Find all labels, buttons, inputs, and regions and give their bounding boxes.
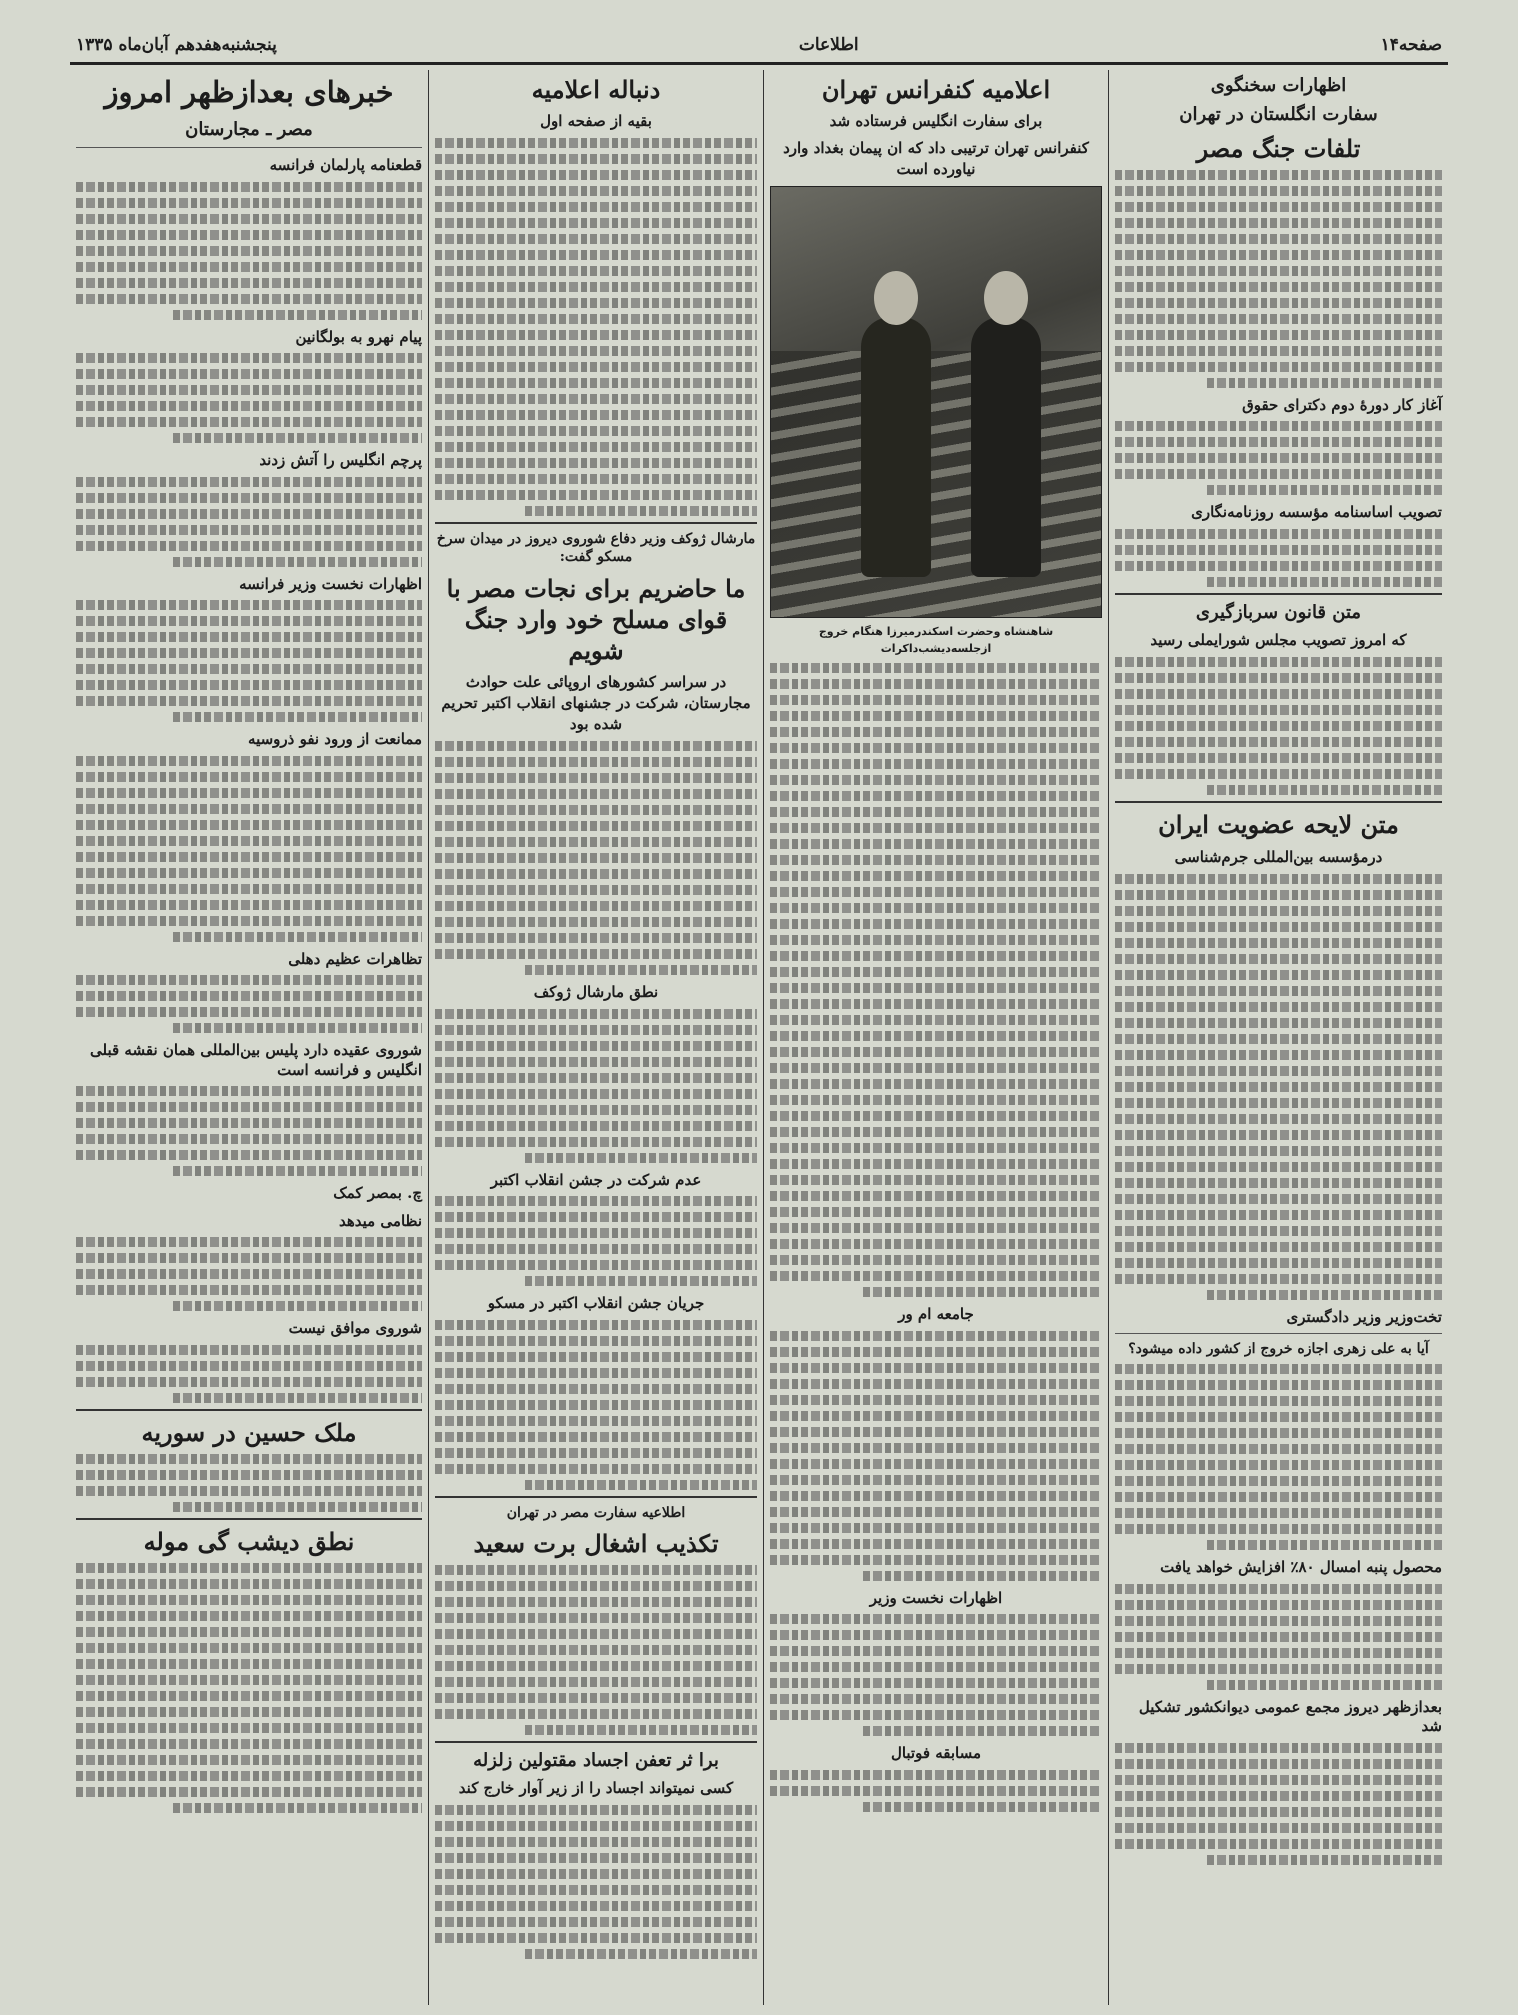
- column-1: [1108, 70, 1448, 2005]
- article-non-participation: [435, 1196, 757, 1286]
- section-law-doctorate: آغاز کار دورهٔ دوم دکترای حقوق: [1242, 395, 1442, 414]
- section-non-participation: عدم شرکت در جشن انقلاب اکتبر: [490, 1170, 702, 1189]
- section-football-match: مسابقه فوتبال: [890, 1744, 982, 1763]
- section-prime-minister-justice: تخت‌وزیر وزیر دادگستری: [1286, 1307, 1442, 1326]
- article-conference-statement: [770, 663, 1102, 1297]
- article-french-parliament: [76, 182, 422, 320]
- issue-date: پنجشنبه‌هفدهم آبان‌ماه ۱۳۳۵: [76, 35, 277, 55]
- section-supreme-court-assembly: بعدازظهر دیروز مجمع عمومی دیوانکشور تشکیل شد: [1138, 1697, 1442, 1736]
- columns: [70, 70, 1448, 2005]
- article-cotton-yield: [1115, 1584, 1442, 1690]
- headline-uk-embassy-tehran: سفارت انگلستان در تهران: [1179, 104, 1378, 126]
- masthead: [70, 28, 1448, 65]
- subhead-october-revolution-boycott: در سراسر کشورهای اروپائی علت حوادث مجارستان، شرکت در جشنهای انقلاب اکتبر تحریم شده بود: [441, 673, 751, 734]
- headline-egypt-embassy-notice: اطلاعیه سفارت مصر در تهران: [506, 1504, 686, 1521]
- photo-caption: شاهنشاه وحضرت اسکندرمیرزا هنگام خروج ازجلسه‌دیشب‌داکرات: [818, 625, 1054, 655]
- section-journalism-institute: تصویب اساسنامه مؤسسه روزنامه‌نگاری: [1191, 503, 1442, 522]
- article-guy-mollet: [76, 1563, 422, 1813]
- section-zhukov-speech: نطق مارشال ژوکف: [533, 983, 659, 1002]
- page-number: صفحه۱۴: [1380, 35, 1442, 55]
- photo-shah-and-mirza: [770, 186, 1102, 618]
- section-nehru-message: پیام نهرو به بولگانین: [295, 327, 422, 346]
- article-zhukov: [435, 741, 757, 975]
- article-pm-statements: [770, 1614, 1102, 1736]
- article-king-hussein: [76, 1454, 422, 1512]
- article-nehru-message: [76, 353, 422, 443]
- headline-earthquake-victims: برا ثر تعفن اجساد مقتولین زلزله: [473, 1750, 719, 1771]
- section-french-parliament: قطعنامه پارلمان فرانسه: [269, 156, 422, 175]
- column-3: [428, 70, 763, 2005]
- article-iran-membership: [1115, 874, 1442, 1300]
- article-egypt-casualties: [1115, 170, 1442, 388]
- subhead-from-front-page: بقیه از صفحه اول: [540, 112, 652, 131]
- article-soviet-influence: [76, 756, 422, 942]
- article-port-said: [435, 1565, 757, 1735]
- section-general-session: جامعه ام ور: [898, 1305, 974, 1324]
- headline-ready-to-fight-for-egypt: ما حاضریم برای نجات مصر با قوای مسلح خود وارد جنگ شویم: [446, 573, 746, 665]
- article-soviet-disagrees: [76, 1345, 422, 1403]
- headline-ali-zohari-exit: آیا به علی زهری اجازه خروج از کشور داده میشود؟: [1128, 1341, 1429, 1358]
- headline-statement-continued: دنباله اعلامیه: [531, 75, 661, 104]
- article-delhi-demonstrations: [76, 975, 422, 1033]
- section-international-police: شوروی عقیده دارد پلیس بین‌المللی همان نقشه قبلی انگلیس و فرانسه است: [90, 1041, 422, 1079]
- article-moscow-celebration: [435, 1320, 757, 1490]
- section-military-aid: نظامی میدهد: [338, 1211, 422, 1230]
- article-statement-continued: [435, 138, 757, 516]
- article-general-session: [770, 1331, 1102, 1581]
- subhead-criminology-institute: درمؤسسه بین‌المللی جرم‌شناسی: [1174, 847, 1383, 866]
- article-law-doctorate: [1115, 421, 1442, 495]
- headline-egypt-casualties: تلفات جنگ مصر: [1196, 133, 1361, 163]
- headline-conscription-law: متن قانون سربازگیری: [1195, 601, 1362, 623]
- article-supreme-court: [1115, 1743, 1442, 1865]
- newspaper-name: اطلاعات: [798, 35, 859, 55]
- article-ali-zohari: [1115, 1364, 1442, 1550]
- section-delhi-demonstrations: تظاهرات عظیم دهلی: [288, 949, 422, 968]
- headline-king-hussein-syria: ملک حسین در سوریه: [141, 1417, 357, 1447]
- article-french-pm: [76, 600, 422, 722]
- headline-afternoon-news: خبرهای بعدازظهر امروز: [104, 75, 394, 109]
- section-moscow-celebration: جریان جشن انقلاب اکتبر در مسکو: [487, 1294, 705, 1313]
- section-china-aid: چ. بمصر کمک: [333, 1184, 422, 1203]
- section-soviet-disagrees: شوروی موافق نیست: [288, 1319, 422, 1338]
- headline-iran-membership-bill: متن لایحه عضویت ایران: [1158, 810, 1399, 840]
- headline-embassy-spokesman: اظهارات سخنگوی: [1210, 75, 1347, 96]
- column-4: [70, 70, 428, 2005]
- section-soviet-influence: ممانعت از ورود نفو ذروسیه: [248, 730, 422, 749]
- article-zhukov-speech: [435, 1009, 757, 1163]
- section-pm-statements: اظهارات نخست وزیر: [869, 1588, 1003, 1607]
- section-uk-flag-burned: پرچم انگلیس را آتش زدند: [259, 451, 422, 470]
- article-china-aid: [76, 1237, 422, 1311]
- subhead-earthquake-victims: کسی نمیتواند اجساد را از زیر آوار خارج کند: [458, 1779, 734, 1798]
- article-conscription-law: [1115, 657, 1442, 795]
- section-cotton-yield: محصول پنبه امسال ۸۰٪ افزایش خواهد یافت: [1160, 1558, 1442, 1577]
- headline-marshal-zhukov: مارشال ژوکف وزیر دفاع شوروی دیروز در میدان سرخ مسکو گفت:: [436, 531, 756, 566]
- subhead-sent-to-uk-embassy: برای سفارت انگلیس فرستاده شد: [829, 112, 1043, 131]
- article-journalism-institute: [1115, 529, 1442, 587]
- headline-egypt-hungary: مصر ـ مجارستان: [185, 118, 313, 140]
- headline-tehran-conference: اعلامیه کنفرانس تهران: [821, 75, 1051, 104]
- article-football-match: [770, 1770, 1102, 1812]
- article-uk-flag-burned: [76, 477, 422, 567]
- section-french-pm: اظهارات نخست وزیر فرانسه: [239, 574, 422, 593]
- subhead-conscription-law: که امروز تصویب مجلس شورایملی رسید: [1150, 631, 1407, 650]
- article-earthquake: [435, 1805, 757, 1959]
- article-international-police: [76, 1086, 422, 1176]
- subhead-baghdad-pact: کنفرانس تهران ترتیبی داد که ان پیمان بغداد وارد نیاورده است: [783, 139, 1089, 179]
- headline-guy-mollet-speech: نطق دیشب گی موله: [143, 1526, 355, 1556]
- column-2: [763, 70, 1108, 2005]
- headline-port-said-denial: تکذیب اشغال برت سعید: [473, 1528, 719, 1558]
